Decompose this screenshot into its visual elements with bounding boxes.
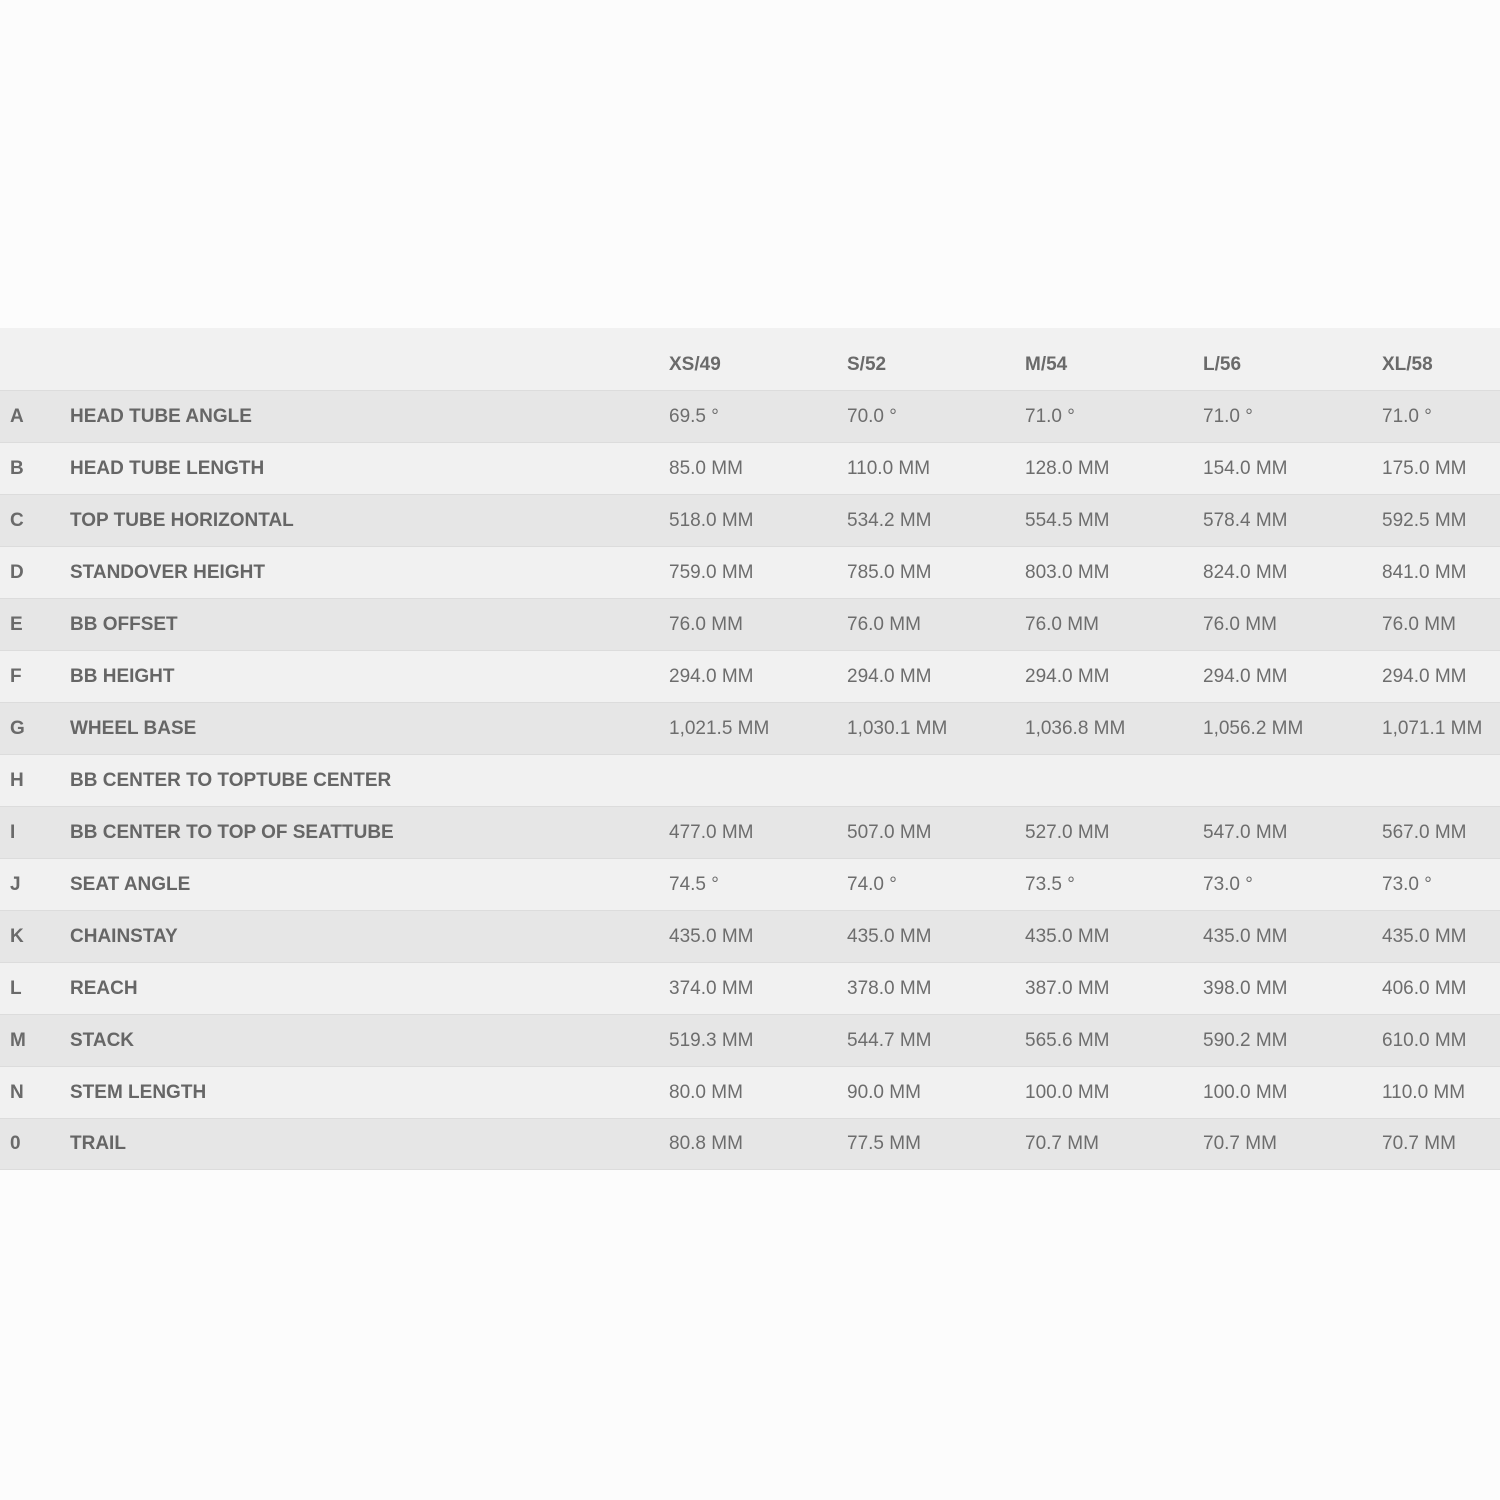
table-header-row [0, 328, 1500, 390]
row-value: 435.0 MM [1382, 925, 1467, 947]
row-value: 73.5 ° [1025, 873, 1075, 895]
table-row [0, 390, 1500, 442]
row-letter: D [10, 561, 24, 583]
row-value: 69.5 ° [669, 405, 719, 427]
row-label: HEAD TUBE ANGLE [70, 405, 252, 427]
row-letter: E [10, 613, 23, 635]
row-value: 73.0 ° [1203, 873, 1253, 895]
table-row [0, 702, 1500, 754]
row-letter: A [10, 405, 24, 427]
row-value: 76.0 MM [669, 613, 743, 635]
row-value: 387.0 MM [1025, 977, 1110, 999]
geometry-table [0, 328, 1500, 1170]
table-row [0, 598, 1500, 650]
row-value: 76.0 MM [1025, 613, 1099, 635]
row-label: TRAIL [70, 1133, 126, 1154]
table-row [0, 1014, 1500, 1066]
row-value: 534.2 MM [847, 509, 932, 531]
row-label: SEAT ANGLE [70, 873, 191, 895]
row-value: 435.0 MM [1203, 925, 1288, 947]
row-value: 294.0 MM [1203, 665, 1288, 687]
row-letter: M [10, 1029, 26, 1051]
row-value: 554.5 MM [1025, 509, 1110, 531]
row-value: 294.0 MM [1382, 665, 1467, 687]
row-value: 435.0 MM [1025, 925, 1110, 947]
row-value: 294.0 MM [847, 665, 932, 687]
row-letter: N [10, 1081, 24, 1103]
column-header-m: M/54 [1025, 354, 1068, 375]
row-value: 76.0 MM [847, 613, 921, 635]
row-value: 477.0 MM [669, 821, 754, 843]
row-label: CHAINSTAY [70, 925, 178, 947]
row-value: 785.0 MM [847, 561, 932, 583]
row-value: 803.0 MM [1025, 561, 1110, 583]
row-value: 547.0 MM [1203, 821, 1288, 843]
row-label: HEAD TUBE LENGTH [70, 457, 265, 479]
row-value: 80.0 MM [669, 1081, 743, 1103]
row-value: 565.6 MM [1025, 1029, 1110, 1051]
row-value: 76.0 MM [1203, 613, 1277, 635]
row-value: 71.0 ° [1025, 405, 1075, 427]
row-value: 519.3 MM [669, 1029, 754, 1051]
row-letter: K [10, 925, 24, 947]
table-row [0, 650, 1500, 702]
row-value: 527.0 MM [1025, 821, 1110, 843]
row-value: 435.0 MM [669, 925, 754, 947]
table-row [0, 1066, 1500, 1118]
row-value: 128.0 MM [1025, 457, 1110, 479]
row-value: 507.0 MM [847, 821, 932, 843]
row-value: 1,021.5 MM [669, 717, 770, 739]
table-row [0, 442, 1500, 494]
row-value: 824.0 MM [1203, 561, 1288, 583]
row-value: 70.0 ° [847, 405, 897, 427]
row-value: 1,036.8 MM [1025, 717, 1126, 739]
row-value: 1,071.1 MM [1382, 717, 1483, 739]
row-label: STACK [70, 1029, 135, 1051]
row-label: STEM LENGTH [70, 1081, 207, 1103]
row-value: 100.0 MM [1203, 1081, 1288, 1103]
row-value: 74.5 ° [669, 873, 719, 895]
row-letter: I [10, 821, 16, 843]
row-letter: L [10, 977, 22, 999]
row-value: 71.0 ° [1203, 405, 1253, 427]
row-label: STANDOVER HEIGHT [70, 561, 265, 583]
table-row [0, 910, 1500, 962]
row-value: 175.0 MM [1382, 457, 1467, 479]
table-row [0, 754, 1500, 806]
row-value: 70.7 MM [1382, 1133, 1456, 1154]
table-row [0, 494, 1500, 546]
row-label: TOP TUBE HORIZONTAL [70, 509, 294, 531]
row-value: 398.0 MM [1203, 977, 1288, 999]
column-header-xl: XL/58 [1382, 354, 1433, 375]
row-value: 110.0 MM [1382, 1081, 1466, 1103]
row-value: 374.0 MM [669, 977, 754, 999]
row-value: 378.0 MM [847, 977, 932, 999]
row-value: 518.0 MM [669, 509, 754, 531]
table-row [0, 806, 1500, 858]
row-label: BB OFFSET [70, 613, 178, 635]
row-value: 77.5 MM [847, 1133, 921, 1154]
row-value: 90.0 MM [847, 1081, 921, 1103]
row-value: 435.0 MM [847, 925, 932, 947]
row-value: 294.0 MM [669, 665, 754, 687]
row-value: 1,056.2 MM [1203, 717, 1304, 739]
row-label: BB CENTER TO TOPTUBE CENTER [70, 769, 392, 791]
row-letter: B [10, 457, 24, 479]
row-value: 406.0 MM [1382, 977, 1467, 999]
row-letter: H [10, 769, 24, 791]
table-row [0, 962, 1500, 1014]
table-row [0, 1118, 1500, 1170]
row-value: 100.0 MM [1025, 1081, 1110, 1103]
row-letter: J [10, 873, 21, 895]
column-header-xs: XS/49 [669, 354, 721, 375]
table-row [0, 546, 1500, 598]
row-label: WHEEL BASE [70, 717, 197, 739]
row-value: 578.4 MM [1203, 509, 1288, 531]
row-value: 294.0 MM [1025, 665, 1110, 687]
table-row [0, 858, 1500, 910]
row-label: BB HEIGHT [70, 665, 175, 687]
row-value: 759.0 MM [669, 561, 754, 583]
row-letter: 0 [10, 1133, 21, 1154]
row-value: 154.0 MM [1203, 457, 1288, 479]
row-label: BB CENTER TO TOP OF SEATTUBE [70, 821, 394, 843]
row-value: 544.7 MM [847, 1029, 932, 1051]
column-header-l: L/56 [1203, 354, 1242, 375]
row-value: 70.7 MM [1203, 1133, 1277, 1154]
row-value: 592.5 MM [1382, 509, 1467, 531]
row-letter: C [10, 509, 24, 531]
row-value: 610.0 MM [1382, 1029, 1467, 1051]
row-value: 71.0 ° [1382, 405, 1432, 427]
row-value: 567.0 MM [1382, 821, 1467, 843]
table-body [0, 390, 1500, 1170]
row-value: 80.8 MM [669, 1133, 743, 1154]
row-letter: F [10, 665, 22, 687]
row-letter: G [10, 717, 25, 739]
column-header-s: S/52 [847, 354, 887, 375]
row-value: 74.0 ° [847, 873, 897, 895]
row-value: 70.7 MM [1025, 1133, 1099, 1154]
row-value: 1,030.1 MM [847, 717, 948, 739]
row-value: 841.0 MM [1382, 561, 1467, 583]
row-value: 76.0 MM [1382, 613, 1456, 635]
row-value: 73.0 ° [1382, 873, 1432, 895]
row-value: 590.2 MM [1203, 1029, 1288, 1051]
row-label: REACH [70, 977, 138, 999]
row-value: 110.0 MM [847, 457, 931, 479]
row-value: 85.0 MM [669, 457, 743, 479]
